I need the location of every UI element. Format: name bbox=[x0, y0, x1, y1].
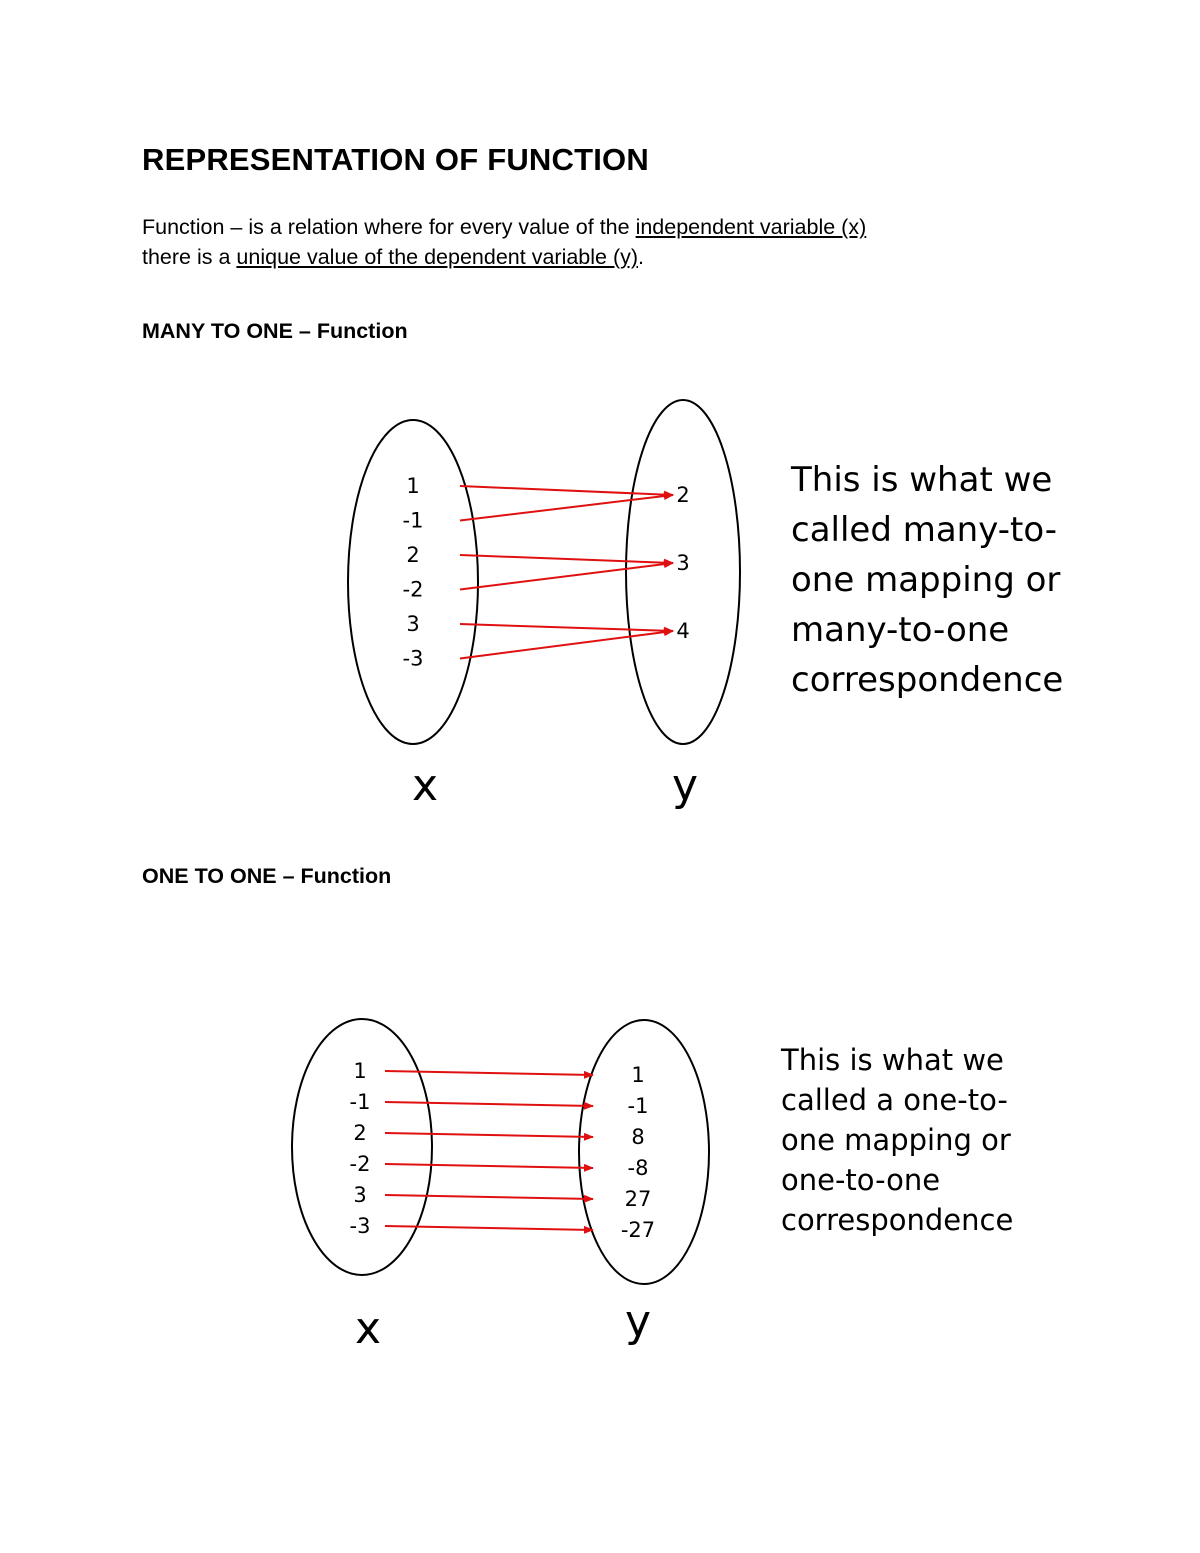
caption-line: one mapping or bbox=[781, 1123, 1011, 1157]
domain-value: -1 bbox=[349, 1090, 371, 1114]
definition-dependent-variable: unique value of the dependent variable (y) bbox=[236, 245, 639, 269]
one-to-one-heading: ONE TO ONE – Function bbox=[142, 864, 392, 888]
domain-value: 1 bbox=[353, 1059, 367, 1083]
domain-value: -3 bbox=[349, 1214, 371, 1238]
definition-independent-variable: independent variable (x) bbox=[635, 215, 867, 239]
caption-line: called many-to- bbox=[791, 510, 1058, 550]
x-axis-label: x bbox=[411, 760, 439, 811]
mapping-arrow bbox=[385, 1071, 593, 1075]
range-value: 3 bbox=[676, 551, 690, 575]
domain-value: -2 bbox=[349, 1152, 371, 1176]
range-value: 1 bbox=[631, 1063, 645, 1087]
domain-value: 2 bbox=[406, 543, 420, 567]
caption-line: This is what we bbox=[781, 1043, 1004, 1077]
page-title: REPRESENTATION OF FUNCTION bbox=[142, 142, 649, 177]
mapping-arrow bbox=[385, 1164, 593, 1168]
range-value: 8 bbox=[631, 1125, 645, 1149]
many-to-one-heading: MANY TO ONE – Function bbox=[142, 319, 408, 343]
caption-line: correspondence bbox=[791, 660, 1064, 700]
mapping-arrow bbox=[460, 624, 673, 631]
one-to-one-caption bbox=[781, 1040, 1081, 1240]
one-to-one-diagram bbox=[0, 1000, 760, 1360]
range-value: 4 bbox=[676, 619, 690, 643]
range-value: 27 bbox=[624, 1187, 652, 1211]
domain-value: 2 bbox=[353, 1121, 367, 1145]
caption-line: many-to-one bbox=[791, 610, 1010, 650]
many-to-one-caption bbox=[791, 455, 1111, 705]
y-axis-label: y bbox=[624, 1296, 652, 1347]
range-value: -27 bbox=[620, 1218, 656, 1242]
mapping-arrow bbox=[460, 555, 673, 563]
domain-value: -2 bbox=[402, 577, 424, 602]
y-axis-label: y bbox=[671, 760, 699, 811]
definition-end: . bbox=[638, 245, 645, 269]
many-to-one-diagram bbox=[0, 380, 760, 820]
mapping-arrow bbox=[460, 631, 673, 659]
mapping-arrow bbox=[460, 495, 673, 521]
domain-value: 3 bbox=[406, 612, 420, 636]
mapping-arrow bbox=[385, 1102, 593, 1106]
range-value: 2 bbox=[676, 483, 690, 507]
x-axis-label: x bbox=[354, 1303, 382, 1354]
mapping-arrow bbox=[385, 1133, 593, 1137]
domain-value: -1 bbox=[402, 508, 424, 533]
domain-value: -3 bbox=[402, 646, 424, 671]
range-value: -8 bbox=[627, 1156, 649, 1180]
range-set-ellipse bbox=[579, 1020, 709, 1284]
range-value: -1 bbox=[627, 1094, 649, 1118]
caption-line: called a one-to- bbox=[781, 1083, 1008, 1117]
domain-value: 1 bbox=[406, 474, 420, 498]
definition-middle: there is a bbox=[142, 245, 237, 269]
caption-line: correspondence bbox=[781, 1203, 1014, 1237]
mapping-arrow bbox=[460, 486, 673, 495]
domain-value: 3 bbox=[353, 1183, 367, 1207]
mapping-arrow bbox=[460, 563, 673, 590]
mapping-arrow bbox=[385, 1195, 593, 1199]
function-definition bbox=[142, 212, 1042, 272]
caption-line: This is what we bbox=[791, 460, 1053, 500]
caption-line: one-to-one bbox=[781, 1163, 941, 1197]
caption-line: one mapping or bbox=[791, 560, 1061, 600]
definition-lead: Function – is a relation where for every value of the bbox=[142, 215, 636, 239]
